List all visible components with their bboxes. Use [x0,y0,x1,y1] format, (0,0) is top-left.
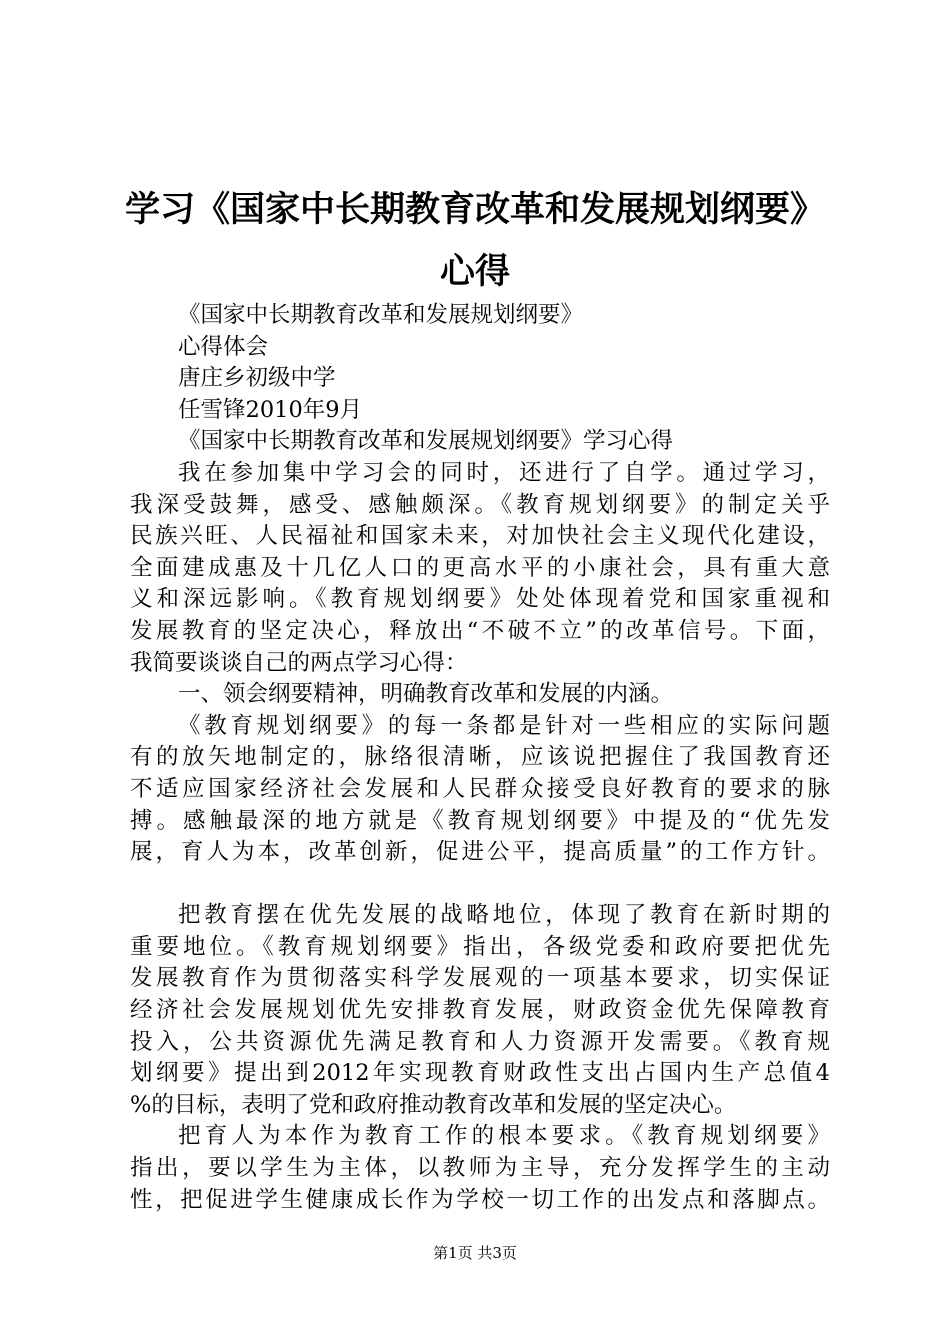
text-line: 任雪锋2010年9月 [178,396,363,423]
text-line: 性，把促进学生健康成长作为学校一切工作的出发点和落脚点。 [130,1186,830,1213]
text-line: 重要地位。《教育规划纲要》指出，各级党委和政府要把优先 [130,933,830,960]
text-line: 唐庄乡初级中学 [178,365,336,392]
section-heading: 一、领会纲要精神，明确教育改革和发展的内涵。 [178,681,674,708]
text-line: 搏。感触最深的地方就是《教育规划纲要》中提及的“优先发 [130,807,830,834]
text-line: %的目标，表明了党和政府推动教育改革和发展的坚定决心。 [130,1091,737,1118]
text-line: 民族兴旺、人民福祉和国家未来，对加快社会主义现代化建设， [130,523,830,550]
text-line: 《国家中长期教育改革和发展规划纲要》 [178,302,584,328]
blank-line [130,869,830,901]
text-line: 心得体会 [178,333,269,360]
text-line: 《国家中长期教育改革和发展规划纲要》学习心得 [178,428,674,455]
text-line: 全面建成惠及十几亿人口的更高水平的小康社会，具有重大意 [130,554,830,581]
document-title: 学习《国家中长期教育改革和发展规划纲要》 [124,190,825,230]
text-line: 我在参加集中学习会的同时，还进行了自学。通过学习， [178,459,830,486]
text-line: 展，育人为本，改革创新，促进公平，提高质量”的工作方针。 [130,839,830,866]
text-line: 义和深远影响。《教育规划纲要》处处体现着党和国家重视和 [130,586,830,613]
text-line: 我深受鼓舞，感受、感触颇深。《教育规划纲要》的制定关乎 [130,491,830,518]
text-line: 发展教育的坚定决心，释放出“不破不立”的改革信号。下面， [130,617,830,644]
document-title-continued: 心得 [439,252,510,292]
text-line: 发展教育作为贯彻落实科学发展观的一项基本要求，切实保证 [130,965,830,992]
document-body [130,300,830,1216]
text-line: 划纲要》提出到2012年实现教育财政性支出占国内生产总值4 [130,1060,830,1087]
text-line: 我简要谈谈自己的两点学习心得： [130,649,468,676]
text-line: 把教育摆在优先发展的战略地位，体现了教育在新时期的 [178,902,830,929]
text-line: 经济社会发展规划优先安排教育发展，财政资金优先保障教育 [130,997,830,1024]
text-line: 指出，要以学生为主体，以教师为主导，充分发挥学生的主动 [130,1155,830,1182]
text-line: 不适应国家经济社会发展和人民群众接受良好教育的要求的脉 [130,775,830,802]
text-line: 把育人为本作为教育工作的根本要求。《教育规划纲要》 [178,1123,830,1150]
text-line: 投入，公共资源优先满足教育和人力资源开发需要。《教育规 [130,1028,830,1055]
page-footer: 第1页 共3页 [433,1244,517,1262]
text-line: 《教育规划纲要》的每一条都是针对一些相应的实际问题 [178,712,830,739]
text-line: 有的放矢地制定的，脉络很清晰，应该说把握住了我国教育还 [130,744,830,771]
